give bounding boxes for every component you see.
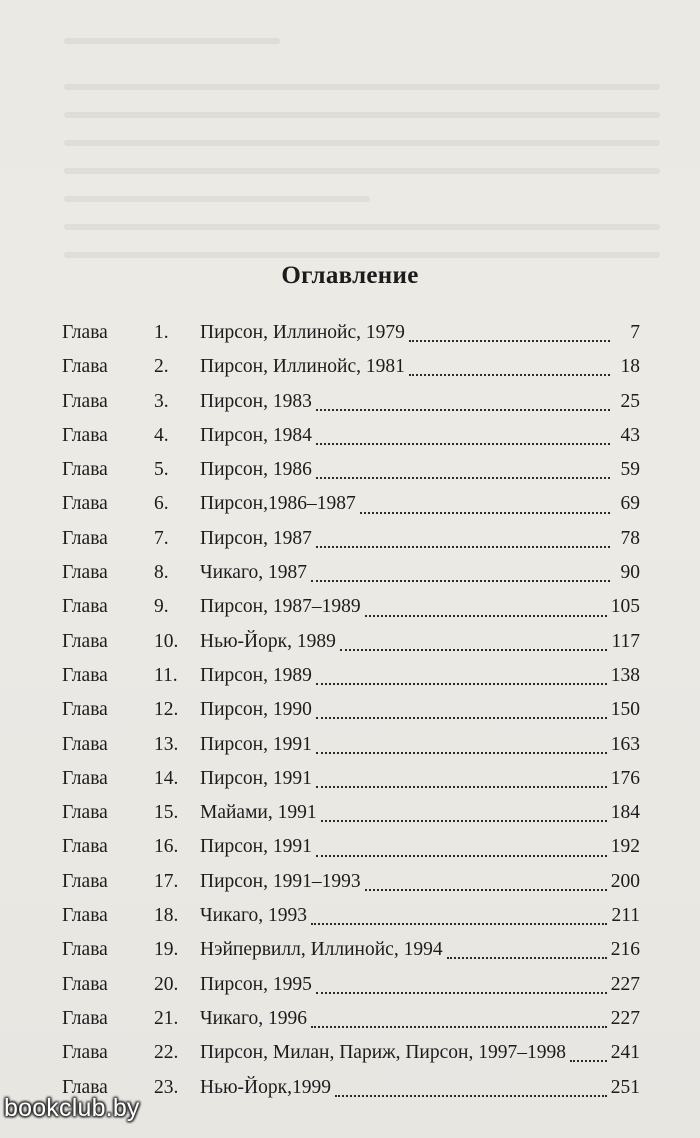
- chapter-title: Пирсон, 1987: [200, 527, 312, 549]
- chapter-title: Нью-Йорк,1999: [200, 1076, 331, 1098]
- toc-entry: [62, 899, 640, 933]
- dot-leader: [360, 512, 610, 514]
- toc-title: Оглавление: [281, 262, 419, 289]
- bleed-through-line: [64, 168, 660, 174]
- bleed-through-line: [64, 252, 660, 258]
- chapter-label: Глава: [62, 322, 108, 343]
- chapter-title: Нэйпервилл, Иллинойс, 1994: [200, 939, 443, 961]
- bleed-through-line: [64, 224, 660, 230]
- chapter-title: Пирсон, 1989: [200, 664, 312, 686]
- page-number: 200: [610, 870, 640, 892]
- dot-leader: [570, 1060, 607, 1062]
- dot-leader: [311, 1026, 607, 1028]
- dot-leader: [409, 374, 610, 376]
- toc-entry: [62, 522, 640, 556]
- chapter-number: 6.: [154, 493, 169, 515]
- toc-entry: [62, 830, 640, 864]
- chapter-label: Глава: [62, 596, 108, 618]
- chapter-label: Глава: [62, 630, 108, 652]
- page-number: 25: [620, 390, 640, 412]
- chapter-title: Чикаго, 1993: [200, 905, 307, 927]
- chapter-label: Глава: [62, 1076, 108, 1098]
- page-number: 117: [611, 630, 640, 652]
- chapter-title: Пирсон, 1983: [200, 390, 312, 412]
- toc-entry: [62, 350, 640, 384]
- chapter-title: Майами, 1991: [200, 802, 317, 824]
- bleed-through-line: [64, 140, 660, 146]
- dot-leader: [316, 992, 607, 994]
- chapter-label: Глава: [62, 664, 108, 686]
- dot-leader: [321, 820, 607, 822]
- chapter-title: Нью-Йорк, 1989: [200, 630, 336, 652]
- chapter-number: 20.: [154, 973, 179, 995]
- chapter-title: Пирсон,1986–1987: [200, 493, 356, 515]
- chapter-number: 1.: [154, 322, 169, 343]
- page-number: 251: [610, 1076, 640, 1098]
- chapter-label: Глава: [62, 424, 108, 446]
- chapter-label: Глава: [62, 459, 108, 481]
- page-number: 176: [610, 767, 640, 789]
- page-number: 69: [620, 493, 640, 515]
- chapter-number: 9.: [154, 596, 169, 618]
- page-number: 241: [610, 1042, 640, 1064]
- chapter-label: Глава: [62, 939, 108, 961]
- bleed-through-line: [64, 38, 280, 44]
- dot-leader: [316, 855, 607, 857]
- chapter-label: Глава: [62, 1042, 108, 1064]
- dot-leader: [311, 923, 608, 925]
- dot-leader: [316, 409, 610, 411]
- toc-entry: [62, 1071, 640, 1105]
- chapter-title: Пирсон, 1990: [200, 699, 312, 721]
- toc-entry: [62, 590, 640, 624]
- chapter-title: Пирсон, Иллинойс, 1981: [200, 356, 405, 378]
- toc-entry: [62, 316, 640, 350]
- toc-entry: [62, 865, 640, 899]
- dot-leader: [316, 683, 607, 685]
- dot-leader: [316, 752, 607, 754]
- chapter-label: Глава: [62, 1007, 108, 1029]
- page-number: 43: [620, 424, 640, 446]
- chapter-title: Пирсон, 1991: [200, 767, 312, 789]
- toc-entry: [62, 556, 640, 590]
- toc-entry: [62, 728, 640, 762]
- bleed-through-line: [64, 196, 370, 202]
- dot-leader: [316, 443, 610, 445]
- chapter-label: Глава: [62, 493, 108, 515]
- toc-entry: [62, 487, 640, 521]
- page-number: 211: [611, 905, 640, 927]
- chapter-number: 21.: [154, 1007, 179, 1029]
- page-number: 105: [610, 596, 640, 618]
- dot-leader: [335, 1095, 607, 1097]
- toc-entry: [62, 453, 640, 487]
- chapter-number: 22.: [154, 1042, 179, 1064]
- chapter-title: Чикаго, 1996: [200, 1007, 307, 1029]
- chapter-number: 17.: [154, 870, 179, 892]
- chapter-number: 10.: [154, 630, 179, 652]
- chapter-label: Глава: [62, 733, 108, 755]
- chapter-title: Пирсон, 1987–1989: [200, 596, 361, 618]
- chapter-number: 23.: [154, 1076, 179, 1098]
- page-number: 216: [610, 939, 640, 961]
- toc-entry: [62, 385, 640, 419]
- chapter-label: Глава: [62, 527, 108, 549]
- toc-entry: [62, 1002, 640, 1036]
- chapter-number: 12.: [154, 699, 179, 721]
- dot-leader: [316, 546, 610, 548]
- chapter-label: Глава: [62, 905, 108, 927]
- chapter-number: 15.: [154, 802, 179, 824]
- bleed-through-line: [64, 112, 660, 118]
- chapter-number: 14.: [154, 767, 179, 789]
- page-number: 78: [620, 527, 640, 549]
- page-number: 59: [620, 459, 640, 481]
- page-number: 163: [610, 733, 640, 755]
- chapter-number: 3.: [154, 390, 169, 412]
- toc-entry: [62, 933, 640, 967]
- toc-entry: [62, 625, 640, 659]
- page-number: 150: [610, 699, 640, 721]
- table-of-contents: [62, 316, 640, 1105]
- chapter-number: 5.: [154, 459, 169, 481]
- chapter-number: 8.: [154, 562, 169, 584]
- dot-leader: [365, 615, 607, 617]
- bleed-through-line: [64, 84, 660, 90]
- chapter-title: Пирсон, 1986: [200, 459, 312, 481]
- dot-leader: [316, 477, 610, 479]
- toc-entry: [62, 968, 640, 1002]
- chapter-number: 19.: [154, 939, 179, 961]
- chapter-number: 11.: [154, 664, 178, 686]
- page-number: 138: [610, 664, 640, 686]
- toc-entry: [62, 796, 640, 830]
- chapter-label: Глава: [62, 836, 108, 858]
- chapter-title: Пирсон, 1995: [200, 973, 312, 995]
- chapter-title: Пирсон, 1984: [200, 424, 312, 446]
- chapter-label: Глава: [62, 767, 108, 789]
- chapter-number: 13.: [154, 733, 179, 755]
- dot-leader: [316, 717, 607, 719]
- dot-leader: [340, 649, 608, 651]
- site-watermark: bookclub.by: [4, 1094, 140, 1122]
- page-number: 18: [620, 356, 640, 378]
- page-number: 184: [610, 802, 640, 824]
- chapter-label: Глава: [62, 356, 108, 378]
- toc-entry: [62, 1036, 640, 1070]
- chapter-title: Пирсон, 1991–1993: [200, 870, 361, 892]
- dot-leader: [316, 786, 607, 788]
- page-number: 227: [610, 1007, 640, 1029]
- chapter-title: Пирсон, 1991: [200, 836, 312, 858]
- chapter-number: 2.: [154, 356, 169, 378]
- chapter-number: 18.: [154, 905, 179, 927]
- chapter-number: 7.: [154, 527, 169, 549]
- chapter-title: Пирсон, Милан, Париж, Пирсон, 1997–1998: [200, 1042, 566, 1064]
- chapter-label: Глава: [62, 699, 108, 721]
- page-number: 192: [610, 836, 640, 858]
- chapter-label: Глава: [62, 390, 108, 412]
- toc-entry: [62, 419, 640, 453]
- page-number: 90: [620, 562, 640, 584]
- dot-leader: [409, 340, 610, 342]
- dot-leader: [365, 889, 607, 891]
- chapter-title: Пирсон, Иллинойс, 1979: [200, 322, 405, 343]
- chapter-title: Пирсон, 1991: [200, 733, 312, 755]
- chapter-label: Глава: [62, 802, 108, 824]
- chapter-label: Глава: [62, 870, 108, 892]
- chapter-label: Глава: [62, 973, 108, 995]
- page-number: 7: [630, 322, 640, 343]
- toc-entry: [62, 762, 640, 796]
- dot-leader: [447, 957, 607, 959]
- toc-entry: [62, 693, 640, 727]
- dot-leader: [311, 580, 610, 582]
- chapter-label: Глава: [62, 562, 108, 584]
- page-number: 227: [610, 973, 640, 995]
- chapter-number: 4.: [154, 424, 169, 446]
- toc-entry: [62, 659, 640, 693]
- chapter-title: Чикаго, 1987: [200, 562, 307, 584]
- chapter-number: 16.: [154, 836, 179, 858]
